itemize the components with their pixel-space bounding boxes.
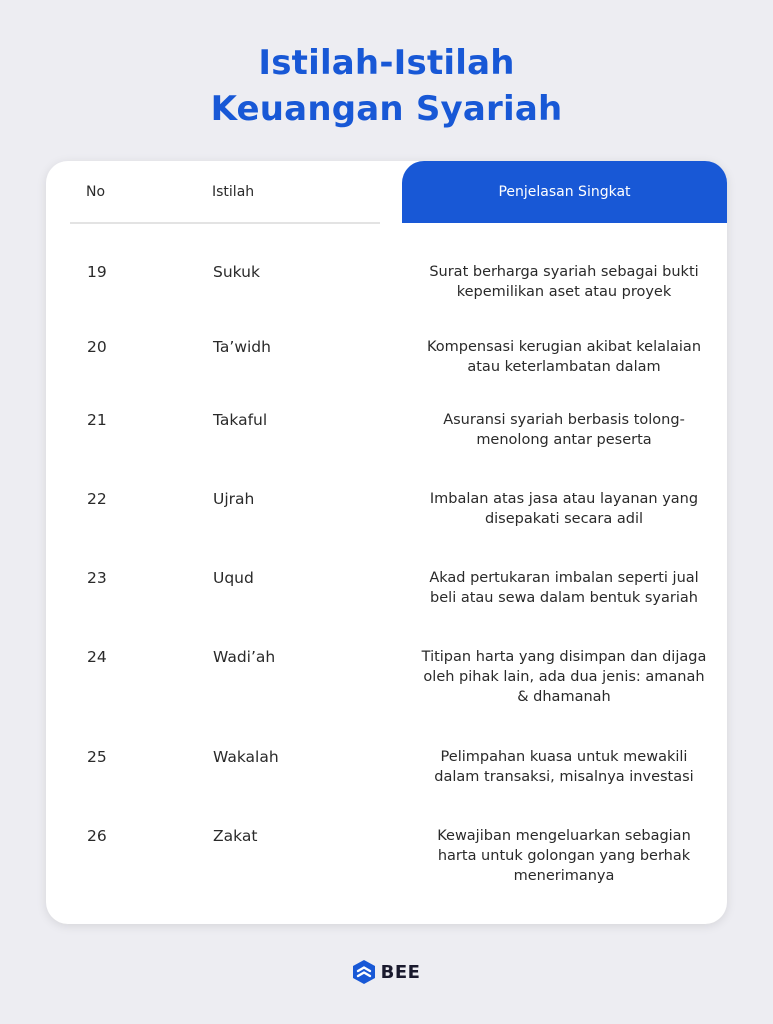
- row-description: Pelimpahan kuasa untuk mewakili dalam transaksi, misalnya investasi: [434, 749, 694, 785]
- row-number: 21: [87, 411, 107, 429]
- row-number: 23: [87, 569, 107, 587]
- row-number: 20: [87, 338, 107, 356]
- row-description: Kompensasi kerugian akibat kelalaian atau keterlambatan dalam: [426, 339, 702, 375]
- row-description: Titipan harta yang disimpan dan dijaga oleh pihak lain, ada dua jenis: amanah & dhamanah: [421, 649, 707, 705]
- row-description: Imbalan atas jasa atau layanan yang disepakati secara adil: [429, 491, 699, 527]
- row-number: 26: [87, 827, 107, 845]
- header-term: Istilah: [212, 184, 255, 200]
- row-number: 19: [87, 263, 107, 281]
- header-description: [402, 161, 727, 223]
- brand-footer: [0, 960, 773, 984]
- header-description-label: Penjelasan Singkat: [498, 184, 631, 200]
- brand-name: BEE: [380, 961, 421, 983]
- row-number: 25: [87, 748, 107, 766]
- page-title-line-1: Istilah-Istilah: [258, 43, 515, 83]
- row-term: Wadi’ah: [213, 648, 276, 666]
- row-number: 22: [87, 490, 107, 508]
- row-term: Takaful: [213, 411, 268, 429]
- page-title-line-2: Keuangan Syariah: [210, 89, 563, 129]
- page-title: [0, 40, 773, 132]
- row-description: Akad pertukaran imbalan seperti jual beli atau sewa dalam bentuk syariah: [429, 570, 699, 606]
- row-term: Uqud: [213, 569, 254, 587]
- header-divider: [70, 222, 380, 224]
- bee-logo-icon: [353, 960, 375, 984]
- row-description: Kewajiban mengeluarkan sebagian harta untuk golongan yang berhak menerimanya: [437, 828, 691, 884]
- row-number: 24: [87, 648, 107, 666]
- row-term: Wakalah: [213, 748, 279, 766]
- row-term: Sukuk: [213, 263, 260, 281]
- row-description: Surat berharga syariah sebagai bukti kepemilikan aset atau proyek: [429, 264, 699, 300]
- row-term: Zakat: [213, 827, 258, 845]
- header-no: No: [86, 184, 106, 200]
- row-description: Asuransi syariah berbasis tolong-menolong antar peserta: [443, 412, 685, 448]
- glossary-table-card: [46, 161, 727, 924]
- row-term: Ta’widh: [213, 338, 271, 356]
- row-term: Ujrah: [213, 490, 255, 508]
